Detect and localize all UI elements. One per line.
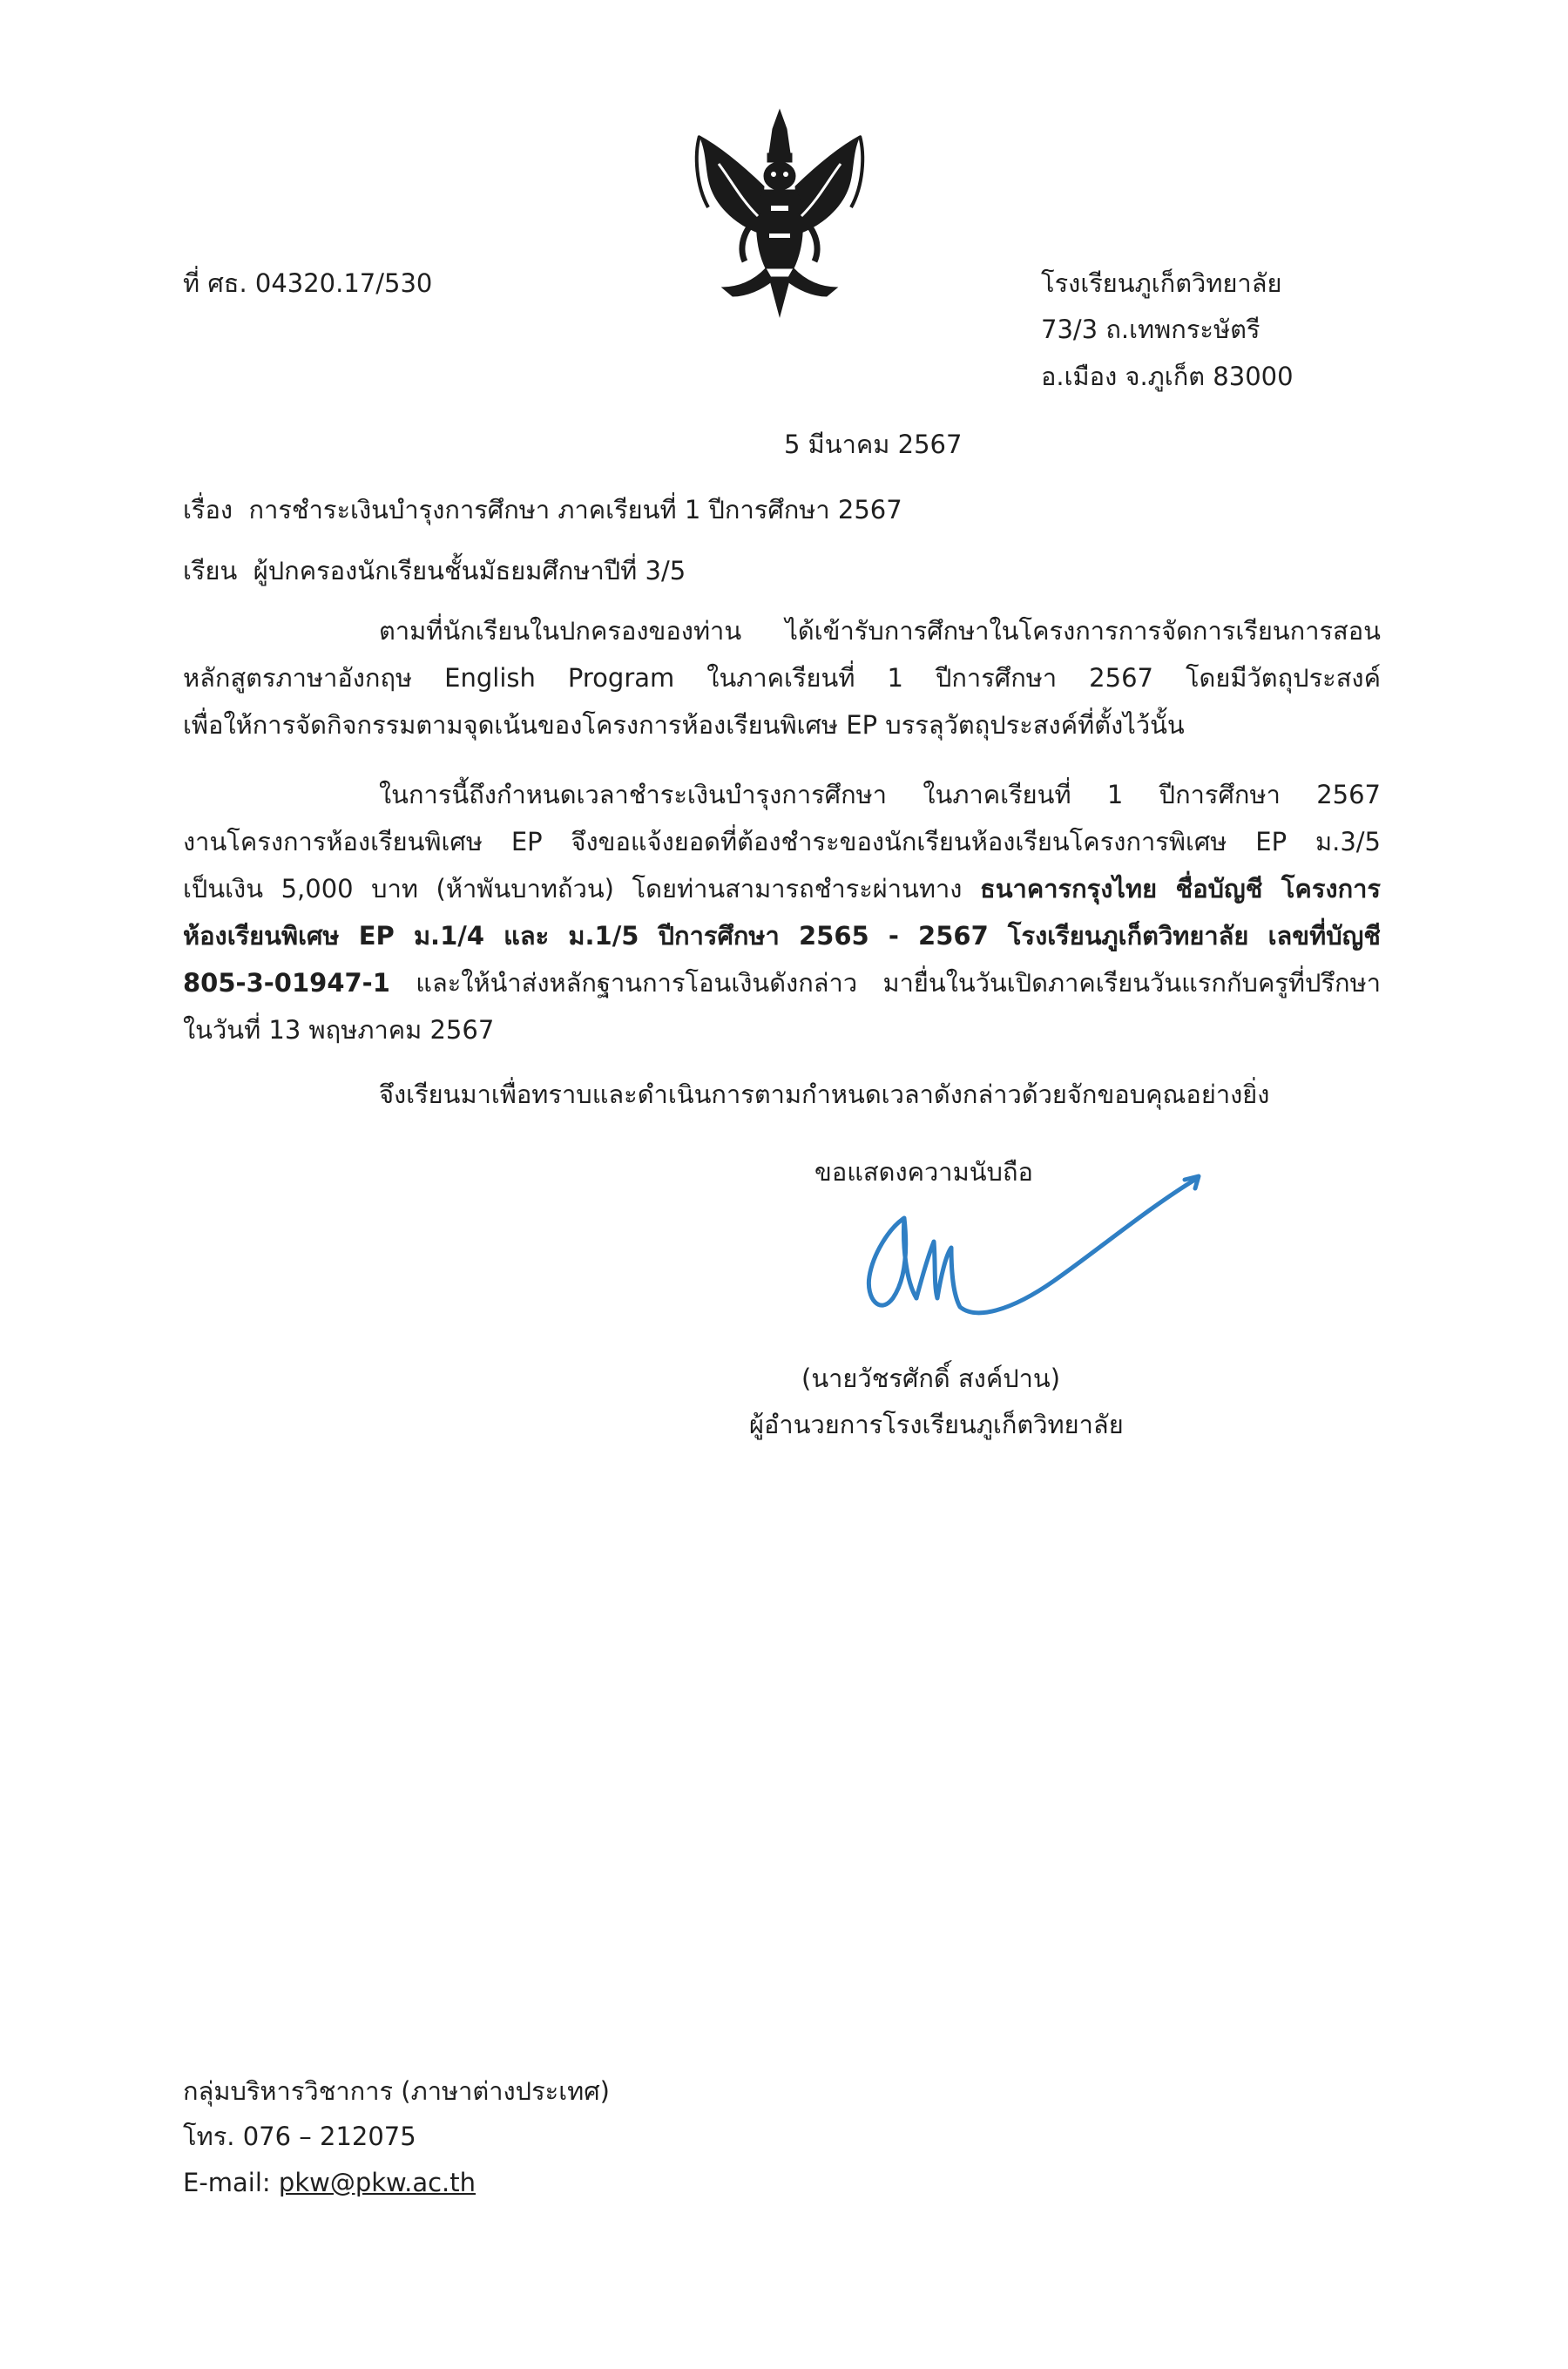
regards: ขอแสดงความนับถือ — [814, 1157, 1033, 1187]
email-link[interactable]: pkw@pkw.ac.th — [278, 2168, 476, 2197]
signer-title: ผู้อำนวยการโรงเรียนภูเก็ตวิทยาลัย — [749, 1410, 1124, 1439]
paragraph-1 — [183, 607, 1381, 748]
closing-line: จึงเรียนมาเพื่อทราบและดำเนินการตามกำหนดเวลาดังกล่าวด้วยจักขอบคุณอย่างยิ่ง — [379, 1080, 1270, 1109]
paragraph-2-line-4 — [183, 912, 1381, 959]
paragraph-1-line-2: หลักสูตรภาษาอังกฤษ English Program ในภาคเรียนที่ 1 ปีการศึกษา 2567 โดยมีวัตถุประสงค์ — [183, 663, 1381, 693]
footer-phone: โทร. 076 – 212075 — [183, 2122, 416, 2151]
paragraph-2-line-5 — [183, 959, 1381, 1006]
paragraph-2-line-2: งานโครงการห้องเรียนพิเศษ EP จึงขอแจ้งยอดที่ต้องชำระของนักเรียนห้องเรียนโครงการพิเศษ EP ม.3/5 — [183, 827, 1381, 856]
sender-address-line-2: อ.เมือง จ.ภูเก็ต 83000 — [1041, 362, 1294, 391]
payment-amount-text: เป็นเงิน 5,000 บาท (ห้าพันบาทถ้วน) โดยท่านสามารถชำระผ่านทาง — [183, 874, 981, 904]
paragraph-2-line-1: ในการนี้ถึงกำหนดเวลาชำระเงินบำรุงการศึกษา ในภาคเรียนที่ 1 ปีการศึกษา 2567 — [379, 780, 1381, 809]
account-number: 805-3-01947-1 — [183, 968, 390, 998]
sender-address-line-1: 73/3 ถ.เทพกระษัตรี — [1041, 315, 1260, 344]
handwritten-signature — [854, 1168, 1220, 1342]
bank-name-text: ธนาคารกรุงไทย ชื่อบัญชี โครงการ — [980, 874, 1381, 904]
subject-line — [183, 492, 902, 527]
garuda-emblem-icon — [693, 103, 867, 321]
email-label: E-mail: — [183, 2168, 279, 2197]
subject-text: การชำระเงินบำรุงการศึกษา ภาคเรียนที่ 1 ปีการศึกษา 2567 — [248, 495, 902, 525]
paragraph-1-line-1: ตามที่นักเรียนในปกครองของท่าน ได้เข้ารับการศึกษาในโครงการการจัดการเรียนการสอน — [379, 616, 1381, 646]
recipient-text: ผู้ปกครองนักเรียนชั้นมัธยมศึกษาปีที่ 3/5 — [253, 556, 686, 585]
sender-name: โรงเรียนภูเก็ตวิทยาลัย — [1041, 268, 1282, 298]
letter-date: 5 มีนาคม 2567 — [784, 430, 963, 459]
paragraph-1-line-3: เพื่อให้การจัดกิจกรรมตามจุดเน้นของโครงการห้องเรียนพิเศษ EP บรรลุวัตถุประสงค์ที่ตั้งไว้นั้น — [183, 710, 1185, 740]
footer-department: กลุ่มบริหารวิชาการ (ภาษาต่างประเทศ) — [183, 2076, 610, 2106]
paragraph-2 — [183, 771, 1381, 1053]
account-name-text: ห้องเรียนพิเศษ EP ม.1/4 และ ม.1/5 ปีการศึกษา 2565 - 2567 โรงเรียนภูเก็ตวิทยาลัย เลขที่บัญชี — [183, 921, 1381, 951]
transfer-instruction-text: และให้นำส่งหลักฐานการโอนเงินดังกล่าว มายื่นในวันเปิดภาคเรียนวันแรกกับครูที่ปรึกษา — [389, 968, 1381, 998]
signer-name: (นายวัชรศักดิ์ สงค์ปาน) — [801, 1364, 1061, 1393]
paragraph-2-line-3 — [183, 865, 1381, 912]
subject-label: เรื่อง — [183, 495, 233, 525]
footer-email — [183, 2165, 476, 2200]
paragraph-2-line-6: ในวันที่ 13 พฤษภาคม 2567 — [183, 1015, 495, 1045]
reference-number: ที่ ศธ. 04320.17/530 — [183, 268, 433, 298]
recipient-label: เรียน — [183, 556, 238, 585]
recipient-line — [183, 553, 686, 588]
